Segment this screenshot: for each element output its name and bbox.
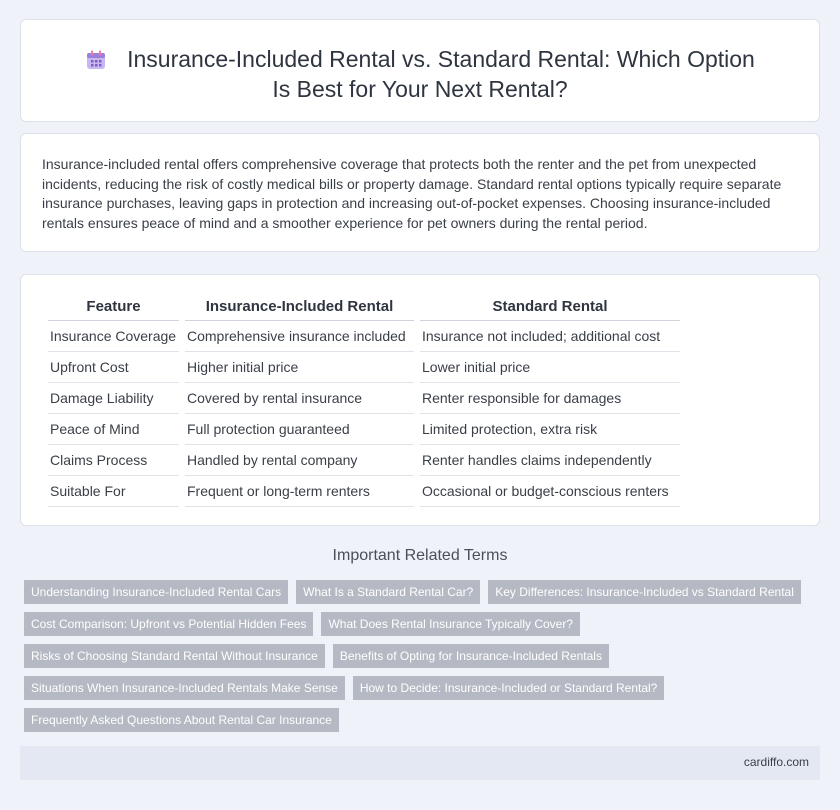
column-header-standard: Standard Rental (420, 293, 680, 321)
intro-card (20, 133, 820, 252)
footer (20, 746, 820, 780)
table-row (48, 352, 680, 383)
related-term-tag[interactable]: Frequently Asked Questions About Rental Car Insurance (24, 708, 339, 732)
related-term-tag[interactable]: Key Differences: Insurance-Included vs Standard Rental (488, 580, 801, 604)
related-term-tag[interactable]: Understanding Insurance-Included Rental Cars (24, 580, 288, 604)
related-term-tag[interactable]: Situations When Insurance-Included Rentals Make Sense (24, 676, 345, 700)
table-cell: Upfront Cost (48, 352, 179, 383)
table-cell: Occasional or budget-conscious renters (420, 476, 680, 507)
related-term-tag[interactable]: What Does Rental Insurance Typically Cover? (321, 612, 580, 636)
table-cell: Comprehensive insurance included (185, 321, 414, 352)
table-cell: Insurance Coverage (48, 321, 179, 352)
table-row (48, 321, 680, 352)
table-cell: Peace of Mind (48, 414, 179, 445)
related-term-tag[interactable]: Benefits of Opting for Insurance-Included Rentals (333, 644, 609, 668)
tag-row (24, 708, 804, 732)
calendar-icon (85, 49, 107, 71)
table-cell: Higher initial price (185, 352, 414, 383)
table-row (48, 445, 680, 476)
related-terms-list (24, 580, 804, 740)
tag-row (24, 612, 804, 636)
table-cell: Full protection guaranteed (185, 414, 414, 445)
tag-row (24, 644, 804, 668)
table-cell: Renter responsible for damages (420, 383, 680, 414)
table-row (48, 414, 680, 445)
comparison-card (20, 274, 820, 526)
page-title: Insurance-Included Rental vs. Standard Rental: Which Option Is Best for Your Next Rental? (127, 46, 755, 102)
column-header-insurance-included: Insurance-Included Rental (185, 293, 414, 321)
column-header-feature: Feature (48, 293, 179, 321)
intro-paragraph: Insurance-included rental offers comprehensive coverage that protects both the renter and the pet from unexpected incidents, reducing the risk of costly medical bills or property damage. Standard rental options typically require separate insurance purchases, leaving gaps in protection and increasing out-of-pocket expenses. Choosing insurance-included rentals ensures peace of mind and a smoother experience for pet owners during the rental period. (42, 156, 782, 231)
table-cell: Limited protection, extra risk (420, 414, 680, 445)
page-title-block (21, 44, 819, 104)
table-cell: Handled by rental company (185, 445, 414, 476)
table-row (48, 476, 680, 507)
table-header-row (48, 293, 680, 321)
comparison-table (42, 293, 686, 507)
table-cell: Covered by rental insurance (185, 383, 414, 414)
related-term-tag[interactable]: Cost Comparison: Upfront vs Potential Hidden Fees (24, 612, 313, 636)
table-cell: Claims Process (48, 445, 179, 476)
table-row (48, 383, 680, 414)
related-term-tag[interactable]: Risks of Choosing Standard Rental Without Insurance (24, 644, 325, 668)
table-cell: Suitable For (48, 476, 179, 507)
related-terms-title: Important Related Terms (332, 547, 508, 564)
table-cell: Insurance not included; additional cost (420, 321, 680, 352)
tag-row (24, 676, 804, 700)
footer-site-link[interactable]: cardiffo.com (743, 755, 809, 769)
related-term-tag[interactable]: What Is a Standard Rental Car? (296, 580, 480, 604)
table-cell: Frequent or long-term renters (185, 476, 414, 507)
table-cell: Renter handles claims independently (420, 445, 680, 476)
related-term-tag[interactable]: How to Decide: Insurance-Included or Standard Rental? (353, 676, 665, 700)
tag-row (24, 580, 804, 604)
table-cell: Lower initial price (420, 352, 680, 383)
table-cell: Damage Liability (48, 383, 179, 414)
header-card (20, 19, 820, 122)
